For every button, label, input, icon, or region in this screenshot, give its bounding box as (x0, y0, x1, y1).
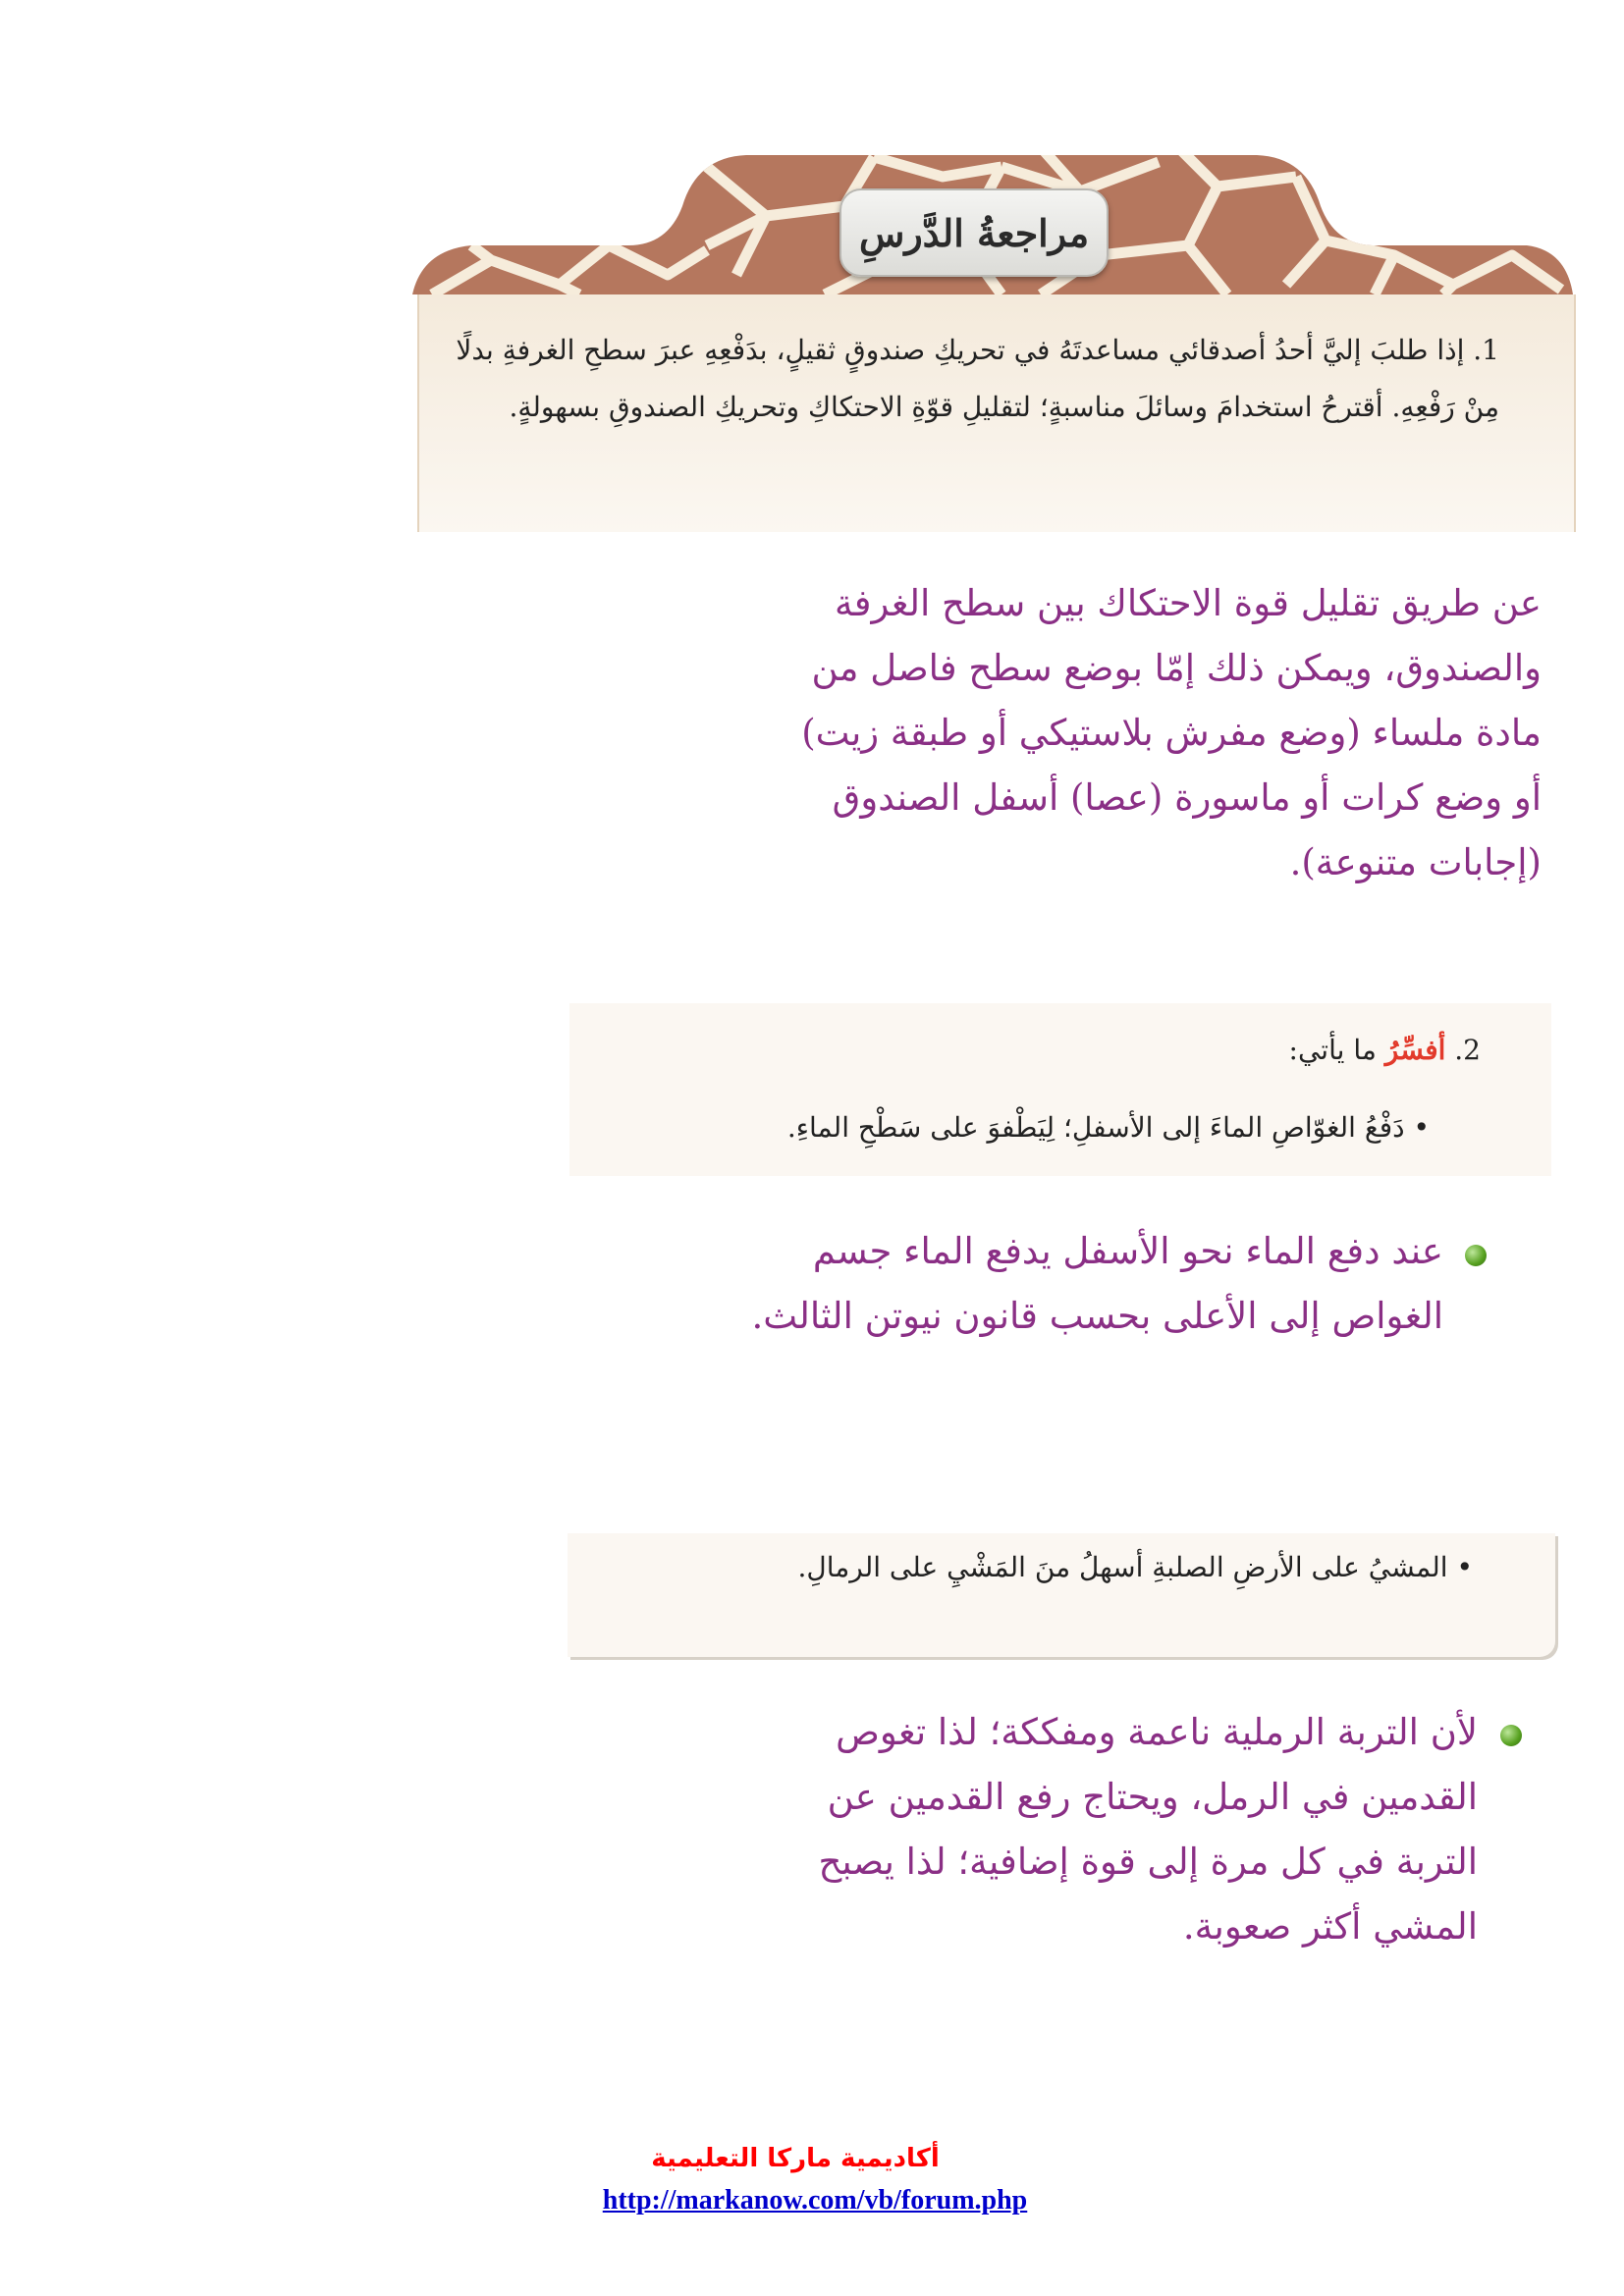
question-2-verb: أفسِّرُ (1384, 1034, 1446, 1066)
answer-1-text: عن طريق تقليل قوة الاحتكاك بين سطح الغرفة والصندوق، ويمكن ذلك إمّا بوضع سطح فاصل من مادة ملساء (وضع مفرش بلاستيكي أو طبقة زيت) أو وضع كرات أو ماسورة (عصا) أسفل الصندوق (إجابات متنوعة). (801, 582, 1542, 883)
question-2-number: 2. (1454, 1034, 1481, 1066)
answer-3-text: لأن التربة الرملية ناعمة ومفككة؛ لذا تغوص القدمين في الرمل، ويحتاج رفع القدمين عن التربة في كل مرة إلى قوة إضافية؛ لذا يصبح المشي أكثر صعوبة. (818, 1711, 1478, 1948)
green-bullet-icon (1465, 1245, 1487, 1266)
footer-academy-name: أكاديمية ماركا التعليمية (651, 2144, 940, 2173)
question-2-rest: ما يأتي: (1288, 1034, 1377, 1066)
question-2-heading (589, 1034, 1481, 1066)
footer-forum-link[interactable]: http://markanow.com/vb/forum.php (602, 2185, 1028, 2216)
lesson-review-title: مراجعةُ الدَّرسِ (858, 210, 1090, 255)
question-2-bullet-1: • دَفْعُ الغوّاصِ الماءَ إلى الأسفلِ؛ لِيَطْفوَ على سَطْحِ الماءِ. (786, 1111, 1430, 1144)
question-2-panel (569, 1003, 1551, 1176)
question-1-text: 1. إذا طلبَ إليَّ أحدُ أصدقائي مساعدتَهُ في تحريكِ صندوقٍ ثقيلٍ، بدَفْعِهِ عبرَ سطحِ الغرفةِ بدلًا مِنْ رَفْعِهِ. أقترحُ استخدامَ وسائلَ مناسبةٍ؛ لتقليلِ قوّةِ الاحتكاكِ وتحريكِ الصندوقِ بسهولةٍ. (456, 334, 1499, 423)
green-bullet-icon (1500, 1725, 1522, 1746)
answer-2-text: عند دفع الماء نحو الأسفل يدفع الماء جسم الغواص إلى الأعلى بحسب قانون نيوتن الثالث. (751, 1230, 1443, 1337)
question-2-bullet-2: • المشيُ على الأرضِ الصلبةِ أسهلُ منَ المَشْيِ على الرمالِ. (797, 1551, 1473, 1583)
lesson-review-title-box (839, 188, 1109, 277)
